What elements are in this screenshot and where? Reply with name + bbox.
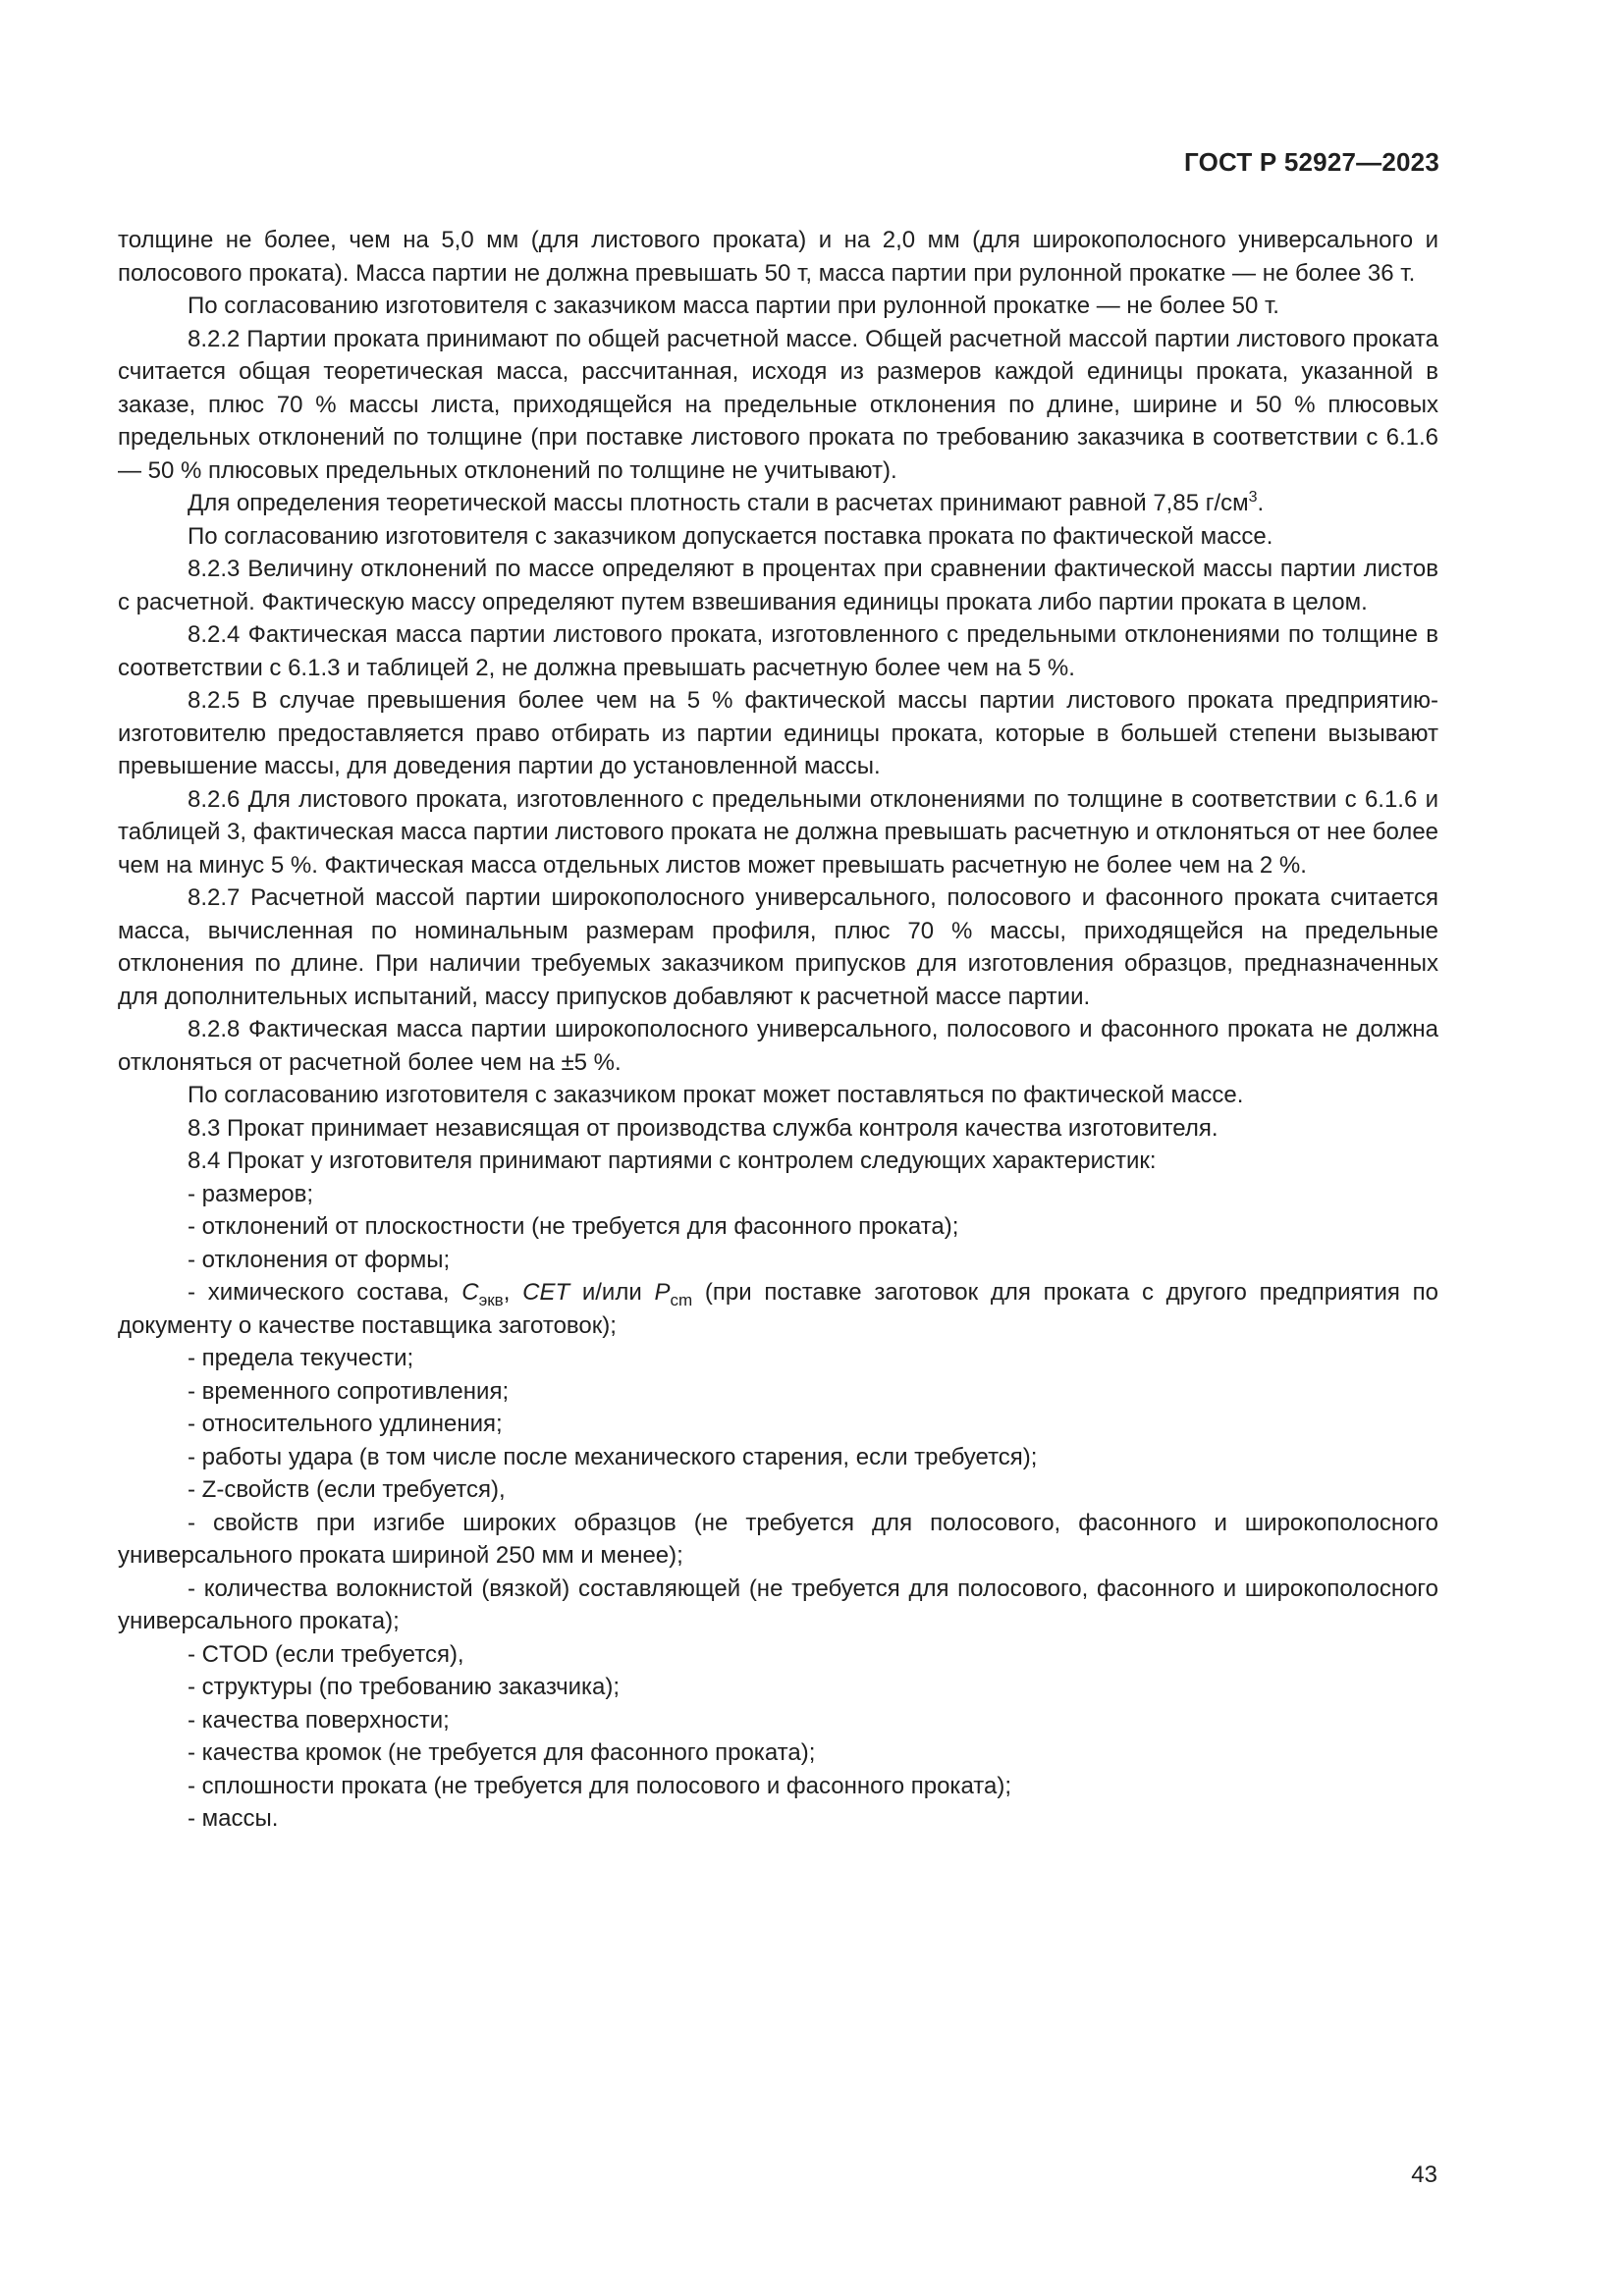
- paragraph-roll-batch-agreement: По согласованию изготовителя с заказчиком масса партии при рулонной прокатке — не более 50 т.: [188, 293, 1279, 319]
- list-item: - структуры (по требованию заказчика);: [188, 1674, 621, 1700]
- formula-p: P: [654, 1279, 671, 1306]
- formula-p-subscript: cm: [670, 1291, 693, 1309]
- paragraph-actual-mass-delivery: По согласованию изготовителя с заказчиком прокат может поставляться по фактической массе.: [188, 1082, 1244, 1108]
- list-item-text: (при поставке заготовок для проката с другого предприятия по документу о качестве поставщика заготовок);: [118, 1279, 1438, 1339]
- paragraph-actual-mass-agreement: По согласованию изготовителя с заказчиком допускается поставка проката по фактической массе.: [188, 522, 1273, 550]
- list-item-text: - химического состава,: [188, 1279, 462, 1306]
- paragraph-8-4: 8.4 Прокат у изготовителя принимают партиями с контролем следующих характеристик:: [188, 1148, 1157, 1174]
- steel-density-period: .: [1257, 490, 1265, 516]
- paragraph-8-2-5: 8.2.5 В случае превышения более чем на 5 % фактической массы партии листового проката предприятию-изготовителю предоставляется право отбирать из партии единицы проката, которые в большей степени вызывают превышение массы, для доведения партии до установленной массы.: [118, 687, 1438, 779]
- list-item: - работы удара (в том числе после механического старения, если требуется);: [188, 1443, 1038, 1470]
- list-item: - качества кромок (не требуется для фасонного проката);: [188, 1739, 816, 1766]
- list-item: - относительного удлинения;: [188, 1411, 503, 1437]
- list-item: - отклонения от формы;: [188, 1246, 451, 1273]
- paragraph-8-2-4: 8.2.4 Фактическая масса партии листового проката, изготовленного с предельными отклонениями по толщине в соответствии с 6.1.3 и таблицей 2, не должна превышать расчетную более чем на 5 %.: [118, 621, 1438, 681]
- list-item: - Z-свойств (если требуется),: [188, 1476, 506, 1503]
- paragraph-batch-thickness: толщине не более, чем на 5,0 мм (для листового проката) и на 2,0 мм (для широкополосного универсального и полосового проката). Масса партии не должна превышать 50 т, масса партии при рулонной прокатке — не более 36 т.: [118, 227, 1438, 287]
- list-item: - количества волокнистой (вязкой) составляющей (не требуется для полосового, фасонного и широкополосного универсального проката);: [118, 1575, 1438, 1634]
- formula-c: C: [461, 1279, 479, 1306]
- list-item: - качества поверхности;: [188, 1706, 450, 1734]
- list-item: - свойств при изгибе широких образцов (не требуется для полосового, фасонного и широкополосного универсального проката шириной 250 мм и менее);: [118, 1509, 1438, 1569]
- list-item: - размеров;: [188, 1180, 314, 1207]
- cubic-superscript: 3: [1248, 489, 1258, 506]
- paragraph-8-2-6: 8.2.6 Для листового проката, изготовленного с предельными отклонениями по толщине в соответствии с 6.1.6 и таблицей 3, фактическая масса партии листового проката не должна превышать расчетную и отклоняться от нее более чем на минус 5 %. Фактическая масса отдельных листов может превышать расчетную не более чем на 2 %.: [118, 785, 1439, 879]
- list-item: - предела текучести;: [188, 1345, 414, 1371]
- page-number: 43: [1411, 2162, 1437, 2188]
- list-item: - временного сопротивления;: [188, 1377, 510, 1405]
- list-item-chemical-composition: [118, 1276, 1438, 1342]
- paragraph-steel-density: [118, 487, 1438, 520]
- paragraph-8-2-7: 8.2.7 Расчетной массой партии широкополосного универсального, полосового и фасонного проката считается масса, вычисленная по номинальным размерам профиля, плюс 70 % массы, приходящейся на предельные отклонения по длине. При наличии требуемых заказчиком припусков для изготовления образцов, предназначенных для дополнительных испытаний, массу припусков добавляют к расчетной массе партии.: [118, 884, 1438, 1010]
- formula-separator: ,: [503, 1279, 523, 1306]
- list-item: - отклонений от плоскостности (не требуется для фасонного проката);: [188, 1213, 959, 1240]
- list-item: - сплошности проката (не требуется для полосового и фасонного проката);: [188, 1772, 1011, 1799]
- formula-cet: CET: [522, 1279, 570, 1306]
- formula-c-subscript: экв: [478, 1291, 504, 1309]
- list-item: - массы.: [188, 1805, 279, 1832]
- paragraph-8-2-8: 8.2.8 Фактическая масса партии широкополосного универсального, полосового и фасонного проката не должна отклоняться от расчетной более чем на ±5 %.: [118, 1016, 1438, 1076]
- paragraph-8-3: 8.3 Прокат принимает независящая от производства служба контроля качества изготовителя.: [188, 1114, 1218, 1142]
- paragraph-8-2-3: 8.2.3 Величину отклонений по массе определяют в процентах при сравнении фактической массы партии листов с расчетной. Фактическую массу определяют путем взвешивания единицы проката либо партии проката в целом.: [118, 556, 1438, 615]
- document-body: [118, 224, 1438, 1836]
- document-code-header: ГОСТ Р 52927—2023: [1184, 147, 1439, 177]
- formula-or: и/или: [569, 1279, 655, 1306]
- list-item: - CTOD (если требуется),: [188, 1640, 464, 1668]
- paragraph-8-2-2: 8.2.2 Партии проката принимают по общей расчетной массе. Общей расчетной массой партии листового проката считается общая теоретическая масса, рассчитанная, исходя из размеров каждой единицы проката, указанной в заказе, плюс 70 % массы листа, приходящейся на предельные отклонения по длине, ширине и 50 % плюсовых предельных отклонений по толщине (при поставке листового проката по требованию заказчика в соответствии с 6.1.6 — 50 % плюсовых предельных отклонений по толщине не учитывают).: [118, 325, 1438, 484]
- steel-density-text: Для определения теоретической массы плотность стали в расчетах принимают равной 7,85 г/см: [188, 490, 1249, 516]
